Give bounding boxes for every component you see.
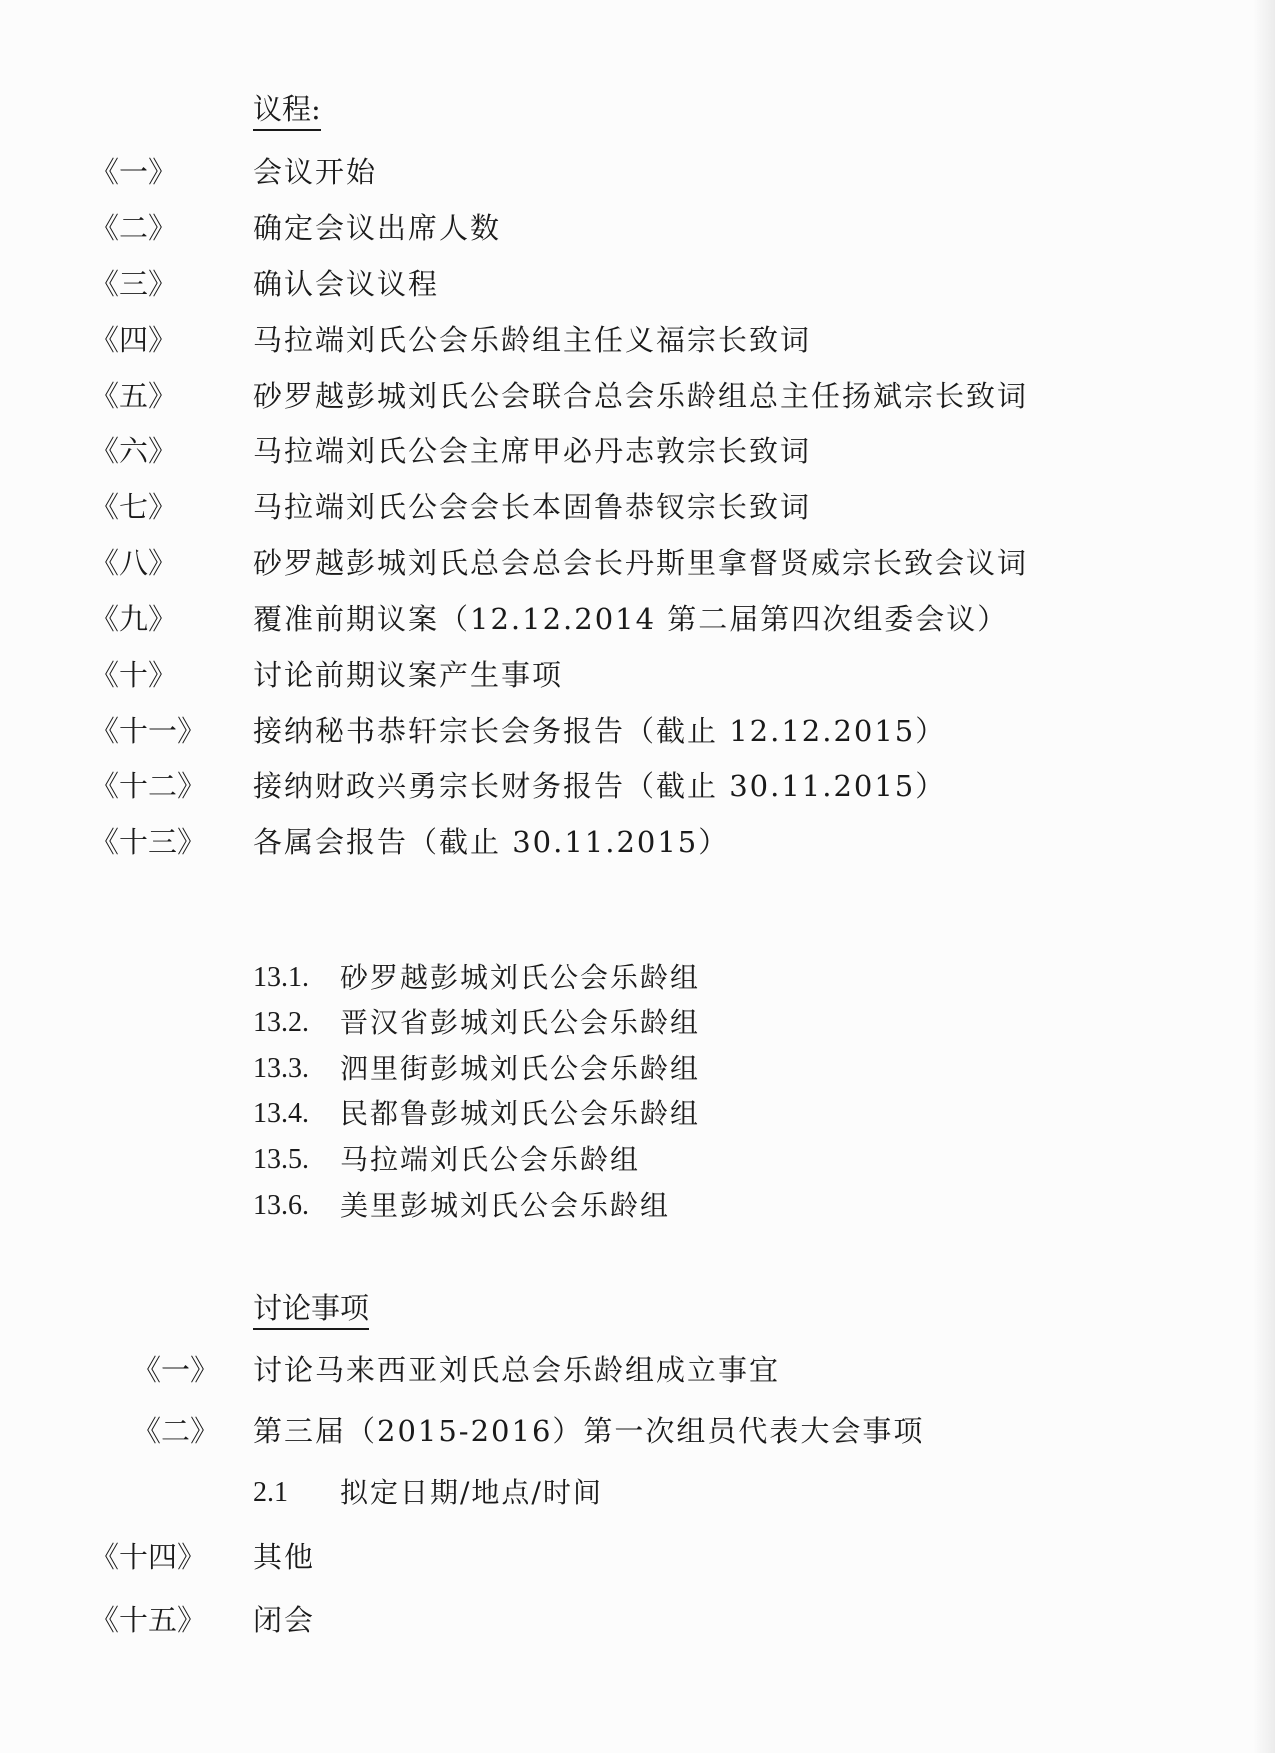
agenda-item — [90, 264, 1090, 304]
agenda-item-text: 马拉端刘氏公会主席甲必丹志敦宗长致词 — [253, 434, 812, 468]
discussion-subitem-text: 拟定日期/地点/时间 — [340, 1476, 603, 1509]
agenda-item-number: 《十四》 — [90, 1540, 207, 1574]
agenda-item — [90, 822, 1090, 862]
agenda-item-number: 《七》 — [90, 490, 178, 524]
agenda-item — [90, 599, 1090, 639]
discussion-subitem-number: 2.1 — [253, 1477, 288, 1508]
agenda-item — [90, 431, 1090, 471]
discussion-item-text: 讨论马来西亚刘氏总会乐龄组成立事宜 — [253, 1353, 781, 1387]
agenda-item — [90, 655, 1090, 695]
agenda-item-text: 接纳财政兴勇宗长财务报告（截止 30.11.2015） — [253, 769, 947, 803]
agenda-item-text: 接纳秘书恭轩宗长会务报告（截止 12.12.2015） — [253, 714, 947, 748]
agenda-item — [90, 711, 1090, 751]
agenda-item-number: 《十五》 — [90, 1603, 207, 1637]
agenda-item — [90, 152, 1090, 192]
agenda-item-text: 确认会议议程 — [253, 267, 440, 301]
agenda-item — [90, 1537, 1090, 1577]
discussion-item-number: 《一》 — [132, 1353, 220, 1387]
agenda-heading: 议程: — [253, 91, 321, 131]
report-item-number: 13.6. — [253, 1190, 309, 1221]
report-item-number: 13.5. — [253, 1144, 309, 1175]
agenda-item-number: 《三》 — [90, 267, 178, 301]
agenda-item-number: 《一》 — [90, 155, 178, 189]
agenda-item-text: 各属会报告（截止 30.11.2015） — [253, 825, 730, 859]
report-item-text: 马拉端刘氏公会乐龄组 — [340, 1143, 641, 1176]
agenda-item-number: 《十三》 — [90, 825, 207, 859]
report-item-text: 晋汉省彭城刘氏公会乐龄组 — [340, 1006, 701, 1039]
agenda-item-number: 《二》 — [90, 211, 178, 245]
agenda-item — [90, 320, 1090, 360]
agenda-item-text: 闭会 — [253, 1603, 316, 1637]
agenda-item — [90, 376, 1090, 416]
agenda-item-number: 《四》 — [90, 323, 178, 357]
agenda-item-text: 砂罗越彭城刘氏总会总会长丹斯里拿督贤威宗长致会议词 — [253, 546, 1029, 580]
report-item-number: 13.1. — [253, 962, 309, 993]
report-item-text: 美里彭城刘氏公会乐龄组 — [340, 1189, 671, 1222]
discussion-heading: 讨论事项 — [253, 1290, 369, 1330]
agenda-item-text: 覆准前期议案（12.12.2014 第二届第四次组委会议） — [253, 602, 1009, 636]
agenda-item-number: 《五》 — [90, 379, 178, 413]
agenda-item-text: 马拉端刘氏公会会长本固鲁恭钗宗长致词 — [253, 490, 812, 524]
agenda-item-text: 砂罗越彭城刘氏公会联合总会乐龄组总主任扬斌宗长致词 — [253, 379, 1029, 413]
report-item-text: 砂罗越彭城刘氏公会乐龄组 — [340, 961, 701, 994]
discussion-item-text: 第三届（2015-2016）第一次组员代表大会事项 — [253, 1414, 925, 1448]
agenda-item-text: 马拉端刘氏公会乐龄组主任义福宗长致词 — [253, 323, 812, 357]
agenda-item-number: 《十》 — [90, 658, 178, 692]
report-item-number: 13.3. — [253, 1053, 309, 1084]
agenda-item — [90, 766, 1090, 806]
agenda-item-text: 确定会议出席人数 — [253, 211, 502, 245]
page-edge-shadow — [1253, 0, 1275, 1753]
agenda-item-number: 《六》 — [90, 434, 178, 468]
agenda-item-text: 讨论前期议案产生事项 — [253, 658, 564, 692]
agenda-item — [90, 1600, 1090, 1640]
discussion-item-number: 《二》 — [132, 1414, 220, 1448]
agenda-item-text: 其他 — [253, 1540, 316, 1574]
discussion-item — [132, 1350, 1092, 1390]
agenda-item-text: 会议开始 — [253, 155, 378, 189]
agenda-item-number: 《十二》 — [90, 769, 207, 803]
report-item-number: 13.4. — [253, 1098, 309, 1129]
agenda-item — [90, 487, 1090, 527]
report-item-text: 民都鲁彭城刘氏公会乐龄组 — [340, 1097, 701, 1130]
agenda-item-number: 《十一》 — [90, 714, 207, 748]
report-item-text: 泗里街彭城刘氏公会乐龄组 — [340, 1052, 701, 1085]
report-item-number: 13.2. — [253, 1007, 309, 1038]
agenda-item — [90, 208, 1090, 248]
discussion-item — [132, 1411, 1092, 1451]
agenda-item — [90, 543, 1090, 583]
agenda-item-number: 《九》 — [90, 602, 178, 636]
agenda-item-number: 《八》 — [90, 546, 178, 580]
